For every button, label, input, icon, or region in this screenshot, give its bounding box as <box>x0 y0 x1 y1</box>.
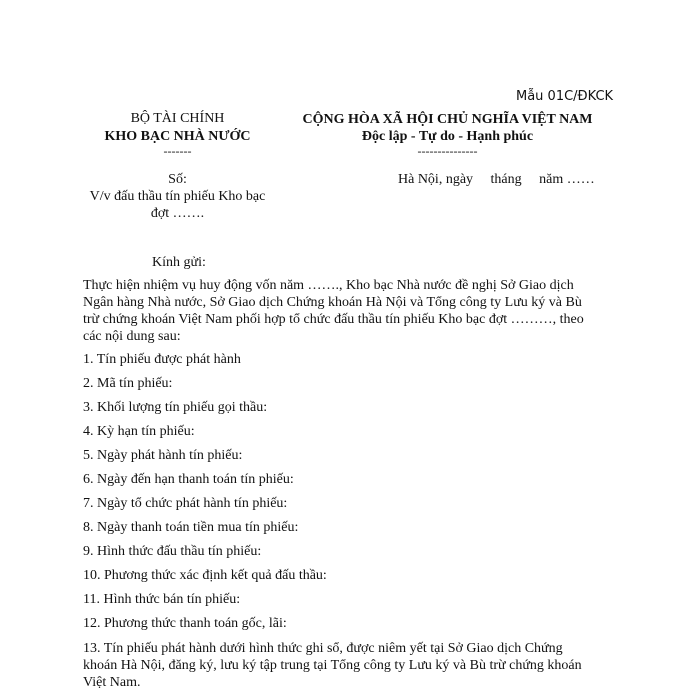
list-item: 10. Phương thức xác định kết quả đấu thầu: <box>83 568 327 583</box>
intro-line-2: Ngân hàng Nhà nước, Sở Giao dịch Chứng khoán Hà Nội và Tổng công ty Lưu ký và Bù <box>83 295 582 310</box>
list-item: 3. Khối lượng tín phiếu gọi thầu: <box>83 400 268 415</box>
intro-line-1: Thực hiện nhiệm vụ huy động vốn năm ……., Kho bạc Nhà nước đề nghị Sở Giao dịch <box>83 278 574 293</box>
list-item: 9. Hình thức đấu thầu tín phiếu: <box>83 544 262 559</box>
greeting: Kính gửi: <box>152 255 206 270</box>
item-13-paragraph <box>83 640 623 691</box>
list-item: 1. Tín phiếu được phát hành <box>83 352 241 367</box>
subject-line-1: V/v đấu thầu tín phiếu Kho bạc <box>89 189 266 204</box>
subject-line-2: đợt ……. <box>150 206 205 221</box>
list-item: 6. Ngày đến hạn thanh toán tín phiếu: <box>83 472 294 487</box>
item-13-line-1: 13. Tín phiếu phát hành dưới hình thức ghi sổ, được niêm yết tại Sở Giao dịch Chứng <box>83 641 563 656</box>
intro-line-3: trừ chứng khoán Việt Nam phối hợp tổ chức đấu thầu tín phiếu Kho bạc đợt ………, theo <box>83 312 584 327</box>
item-13-line-2: khoán Hà Nội, đăng ký, lưu ký tập trung tại Tổng công ty Lưu ký và Bù trừ chứng khoán <box>83 658 582 673</box>
left-divider: ------- <box>163 144 192 158</box>
list-item: 7. Ngày tổ chức phát hành tín phiếu: <box>83 496 288 511</box>
item-13-line-3: Việt Nam. <box>83 675 141 690</box>
right-divider: --------------- <box>417 144 478 158</box>
document-number-label: Số: <box>168 172 187 187</box>
form-code: Mẫu 01C/ĐKCK <box>516 89 614 104</box>
place-and-date: Hà Nội, ngày tháng năm …… <box>398 172 595 187</box>
list-item: 5. Ngày phát hành tín phiếu: <box>83 448 243 463</box>
list-item: 11. Hình thức bán tín phiếu: <box>83 592 241 607</box>
country-name: CỘNG HÒA XÃ HỘI CHỦ NGHĨA VIỆT NAM <box>302 112 593 127</box>
intro-paragraph <box>83 277 623 345</box>
national-motto: Độc lập - Tự do - Hạnh phúc <box>361 129 534 144</box>
list-item: 8. Ngày thanh toán tiền mua tín phiếu: <box>83 520 299 535</box>
agency-name: KHO BẠC NHÀ NƯỚC <box>104 129 251 144</box>
intro-line-4: các nội dung sau: <box>83 329 181 344</box>
ministry-name: BỘ TÀI CHÍNH <box>130 111 225 126</box>
list-item: 2. Mã tín phiếu: <box>83 376 173 391</box>
list-item: 12. Phương thức thanh toán gốc, lãi: <box>83 616 287 631</box>
list-item: 4. Kỳ hạn tín phiếu: <box>83 424 195 439</box>
